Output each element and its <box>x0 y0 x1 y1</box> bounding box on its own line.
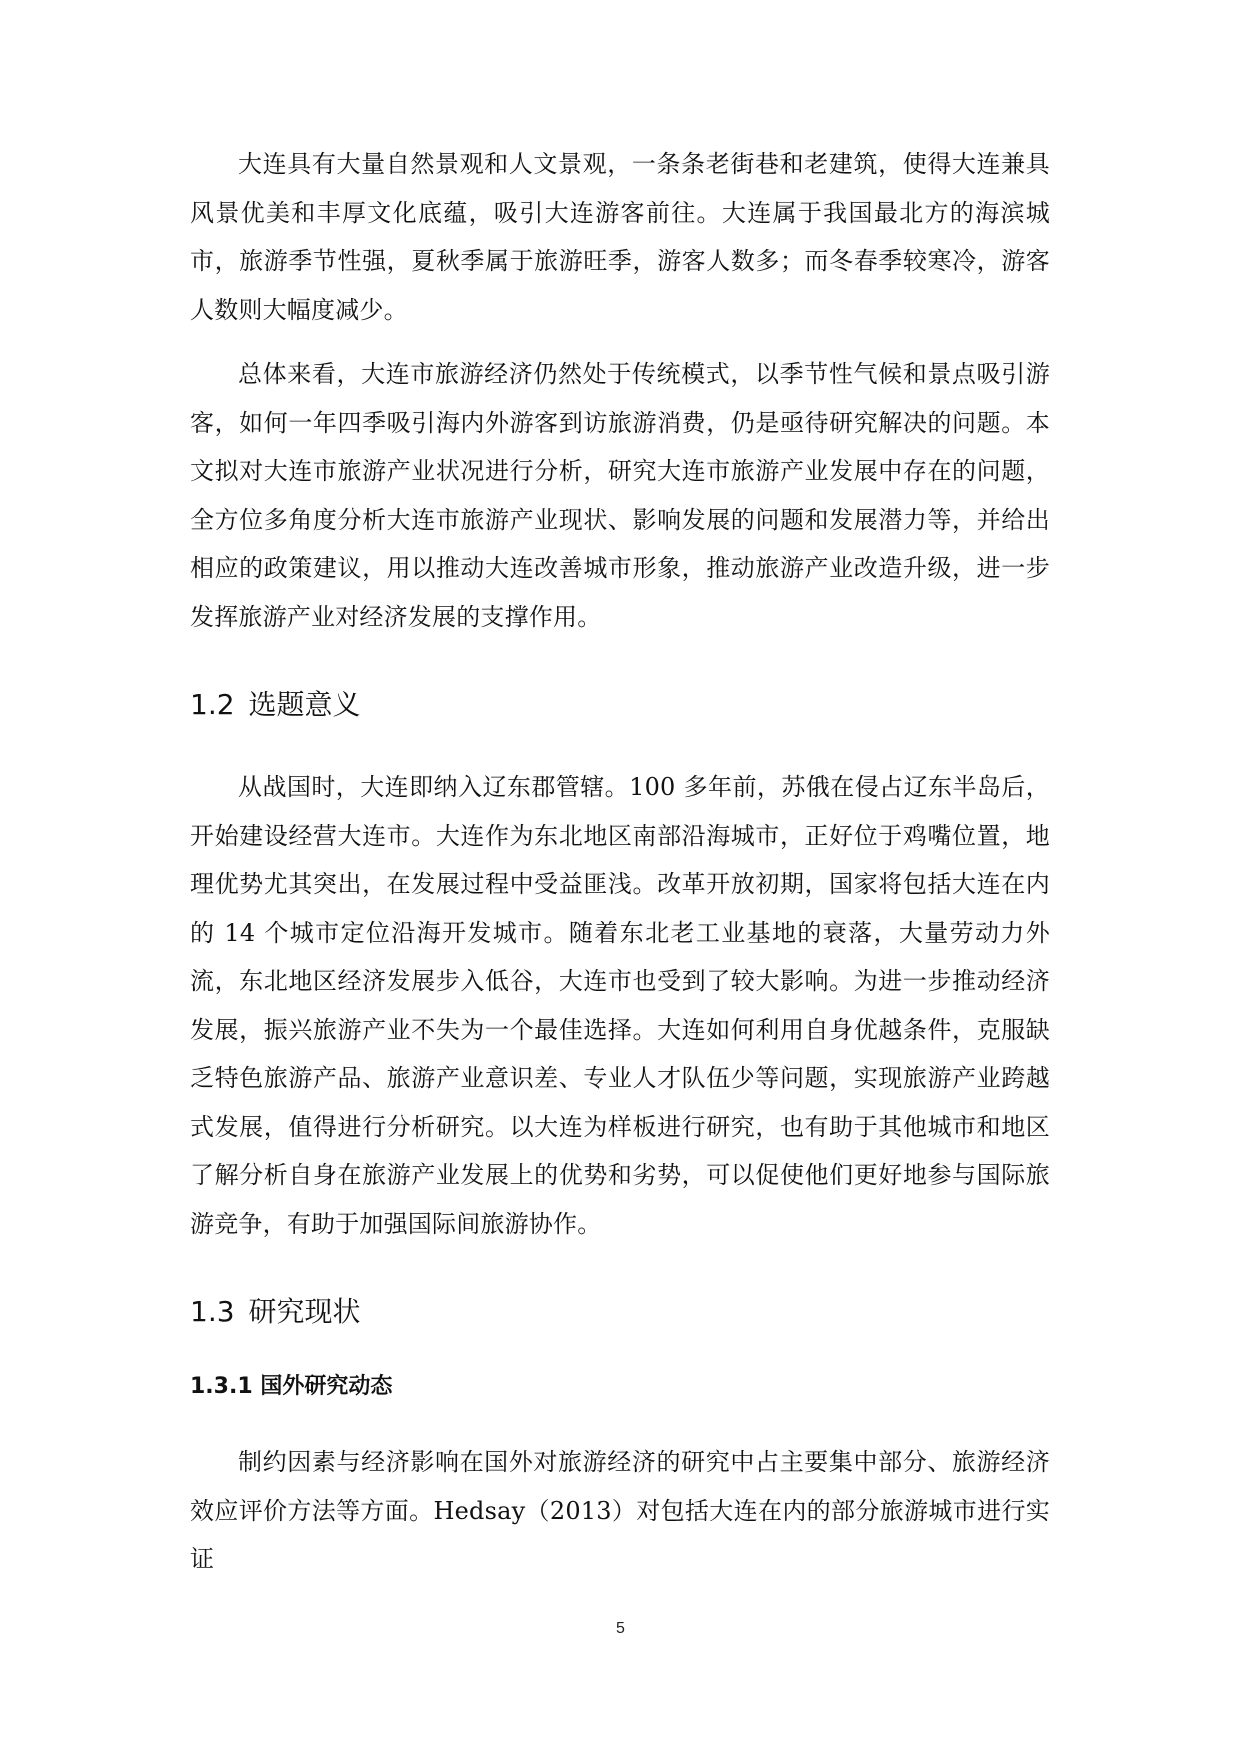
section-title: 选题意义 <box>248 688 361 721</box>
section-number: 1.3 <box>190 1295 235 1328</box>
subsection-number: 1.3.1 <box>190 1374 253 1399</box>
page-content <box>190 140 1050 1584</box>
section-title: 研究现状 <box>248 1295 361 1328</box>
section-spacer <box>190 1248 1050 1292</box>
section-heading-1-2 <box>190 685 1050 725</box>
subsection-title: 国外研究动态 <box>260 1374 393 1399</box>
paragraph-topic-significance: 从战国时，大连即纳入辽东郡管辖。100 多年前，苏俄在侵占辽东半岛后，开始建设经营大连市。大连作为东北地区南部沿海城市，正好位于鸡嘴位置，地理优势尤其突出，在发展过程中受益匪浅。改革开放初期，国家将包括大连在内的 14 个城市定位沿海开发城市。随着东北老工业基地的衰落，大量劳动力外流，东北地区经济发展步入低谷，大连市也受到了较大影响。为进一步推动经济发展，振兴旅游产业不失为一个最佳选择。大连如何利用自身优越条件，克服缺乏特色旅游产品、旅游产业意识差、专业人才队伍少等问题，实现旅游产业跨越式发展，值得进行分析研究。以大连为样板进行研究，也有助于其他城市和地区了解分析自身在旅游产业发展上的优势和劣势，可以促使他们更好地参与国际旅游竞争，有助于加强国际间旅游协作。 <box>190 773 1050 1238</box>
section-number: 1.2 <box>190 688 235 721</box>
page-number: 5 <box>616 1620 625 1637</box>
section-spacer <box>190 1332 1050 1372</box>
section-heading-1-3 <box>190 1292 1050 1332</box>
section-spacer <box>190 641 1050 685</box>
paragraph-dalian-landscape: 大连具有大量自然景观和人文景观，一条条老街巷和老建筑，使得大连兼具风景优美和丰厚文化底蕴，吸引大连游客前往。大连属于我国最北方的海滨城市，旅游季节性强，夏秋季属于旅游旺季，游客人数多；而冬春季较寒冷，游客人数则大幅度减少。 <box>190 150 1050 324</box>
paragraph-foreign-research: 制约因素与经济影响在国外对旅游经济的研究中占主要集中部分、旅游经济效应评价方法等方面。Hedsay（2013）对包括大连在内的部分旅游城市进行实证 <box>190 1448 1050 1573</box>
section-spacer <box>190 725 1050 763</box>
paragraph-spacer <box>190 334 1050 350</box>
section-spacer <box>190 1402 1050 1438</box>
subsection-heading-1-3-1 <box>190 1372 1050 1402</box>
paragraph-overview: 总体来看，大连市旅游经济仍然处于传统模式，以季节性气候和景点吸引游客，如何一年四季吸引海内外游客到访旅游消费，仍是亟待研究解决的问题。本文拟对大连市旅游产业状况进行分析，研究大连市旅游产业发展中存在的问题，全方位多角度分析大连市旅游产业现状、影响发展的问题和发展潜力等，并给出相应的政策建议，用以推动大连改善城市形象，推动旅游产业改造升级，进一步发挥旅游产业对经济发展的支撑作用。 <box>190 360 1050 631</box>
